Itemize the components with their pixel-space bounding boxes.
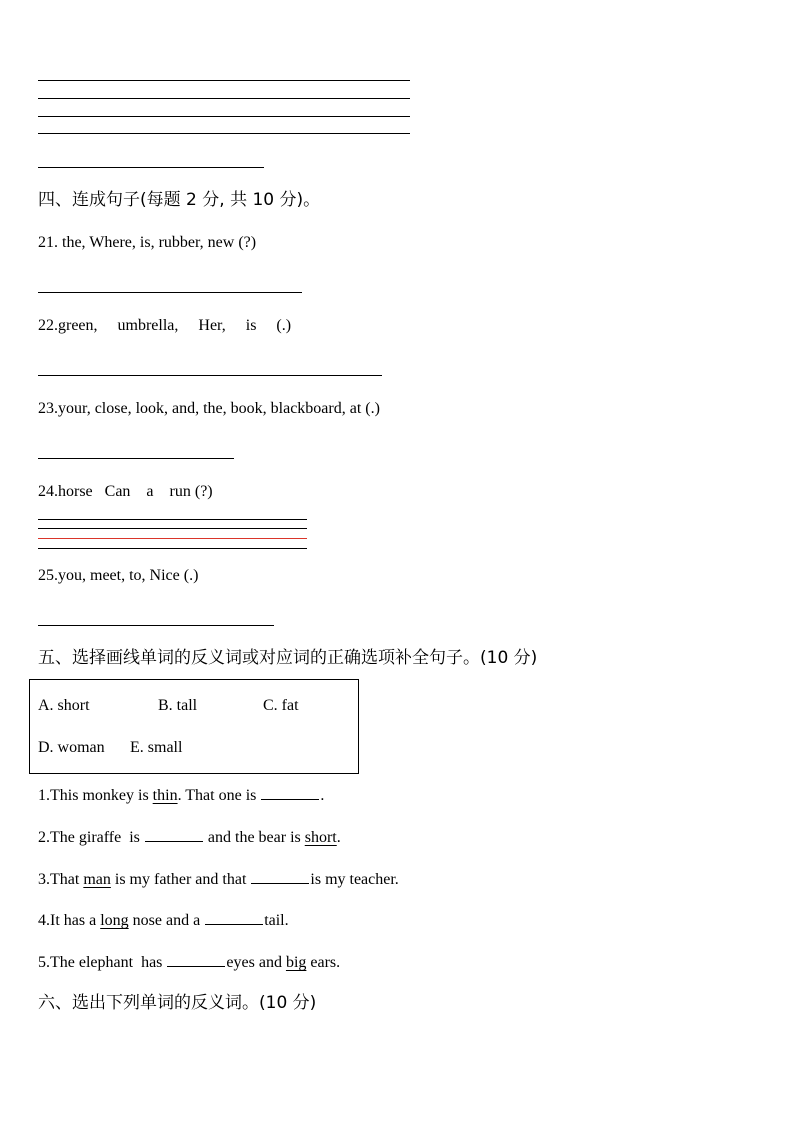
underlined-word: thin (152, 787, 178, 804)
sentence-4-end: tail. (264, 912, 289, 929)
underlined-word: big (285, 954, 307, 971)
question-25: 25.you, meet, to, Nice (.) (38, 567, 199, 584)
answer-line-23 (38, 458, 234, 459)
question-23: 23.your, close, look, and, the, book, blackboard, at (.) (38, 400, 380, 417)
sentence-5 (38, 952, 340, 973)
answer-line-24 (38, 519, 307, 520)
option-a: A. short (38, 697, 90, 714)
answer-line (38, 133, 410, 134)
option-b: B. tall (158, 697, 198, 714)
sentence-5-middle: eyes and (226, 954, 286, 971)
sentence-1-end: . (320, 787, 325, 804)
answer-line (38, 167, 264, 168)
sentence-1 (38, 785, 324, 806)
question-21: 21. the, Where, is, rubber, new (?) (38, 234, 257, 251)
sentence-4 (38, 910, 289, 931)
answer-line-21 (38, 292, 302, 293)
answer-line-24 (38, 528, 307, 529)
option-c: C. fat (263, 697, 299, 714)
section-5-heading: 五、选择画线单词的反义词或对应词的正确选项补全句子。(10 分) (38, 648, 538, 668)
sentence-3-middle: is my father and that (110, 871, 251, 888)
sentence-2-start: 2.The giraffe is (38, 829, 144, 846)
sentence-2-middle: and the bear is (203, 829, 305, 846)
sentence-3-end: is my teacher. (310, 871, 399, 888)
fill-blank[interactable] (205, 910, 263, 925)
fill-blank[interactable] (251, 869, 309, 884)
answer-line (38, 98, 410, 99)
fill-blank[interactable] (261, 785, 319, 800)
options-box (29, 679, 359, 774)
question-22: 22.green, umbrella, Her, is (.) (38, 317, 292, 334)
section-6-heading: 六、选出下列单词的反义词。(10 分) (38, 993, 317, 1013)
sentence-4-start: 4.It has a (38, 912, 101, 929)
answer-line-24 (38, 548, 307, 549)
underlined-word: long (100, 912, 129, 929)
sentence-2 (38, 827, 341, 848)
sentence-4-middle: nose and a (128, 912, 205, 929)
section-4-heading: 四、连成句子(每题 2 分, 共 10 分)。 (38, 190, 321, 210)
underlined-word: short (304, 829, 337, 846)
sentence-5-end: ears. (306, 954, 341, 971)
answer-line (38, 116, 410, 117)
sentence-5-start: 5.The elephant has (38, 954, 167, 971)
sentence-3 (38, 869, 399, 890)
answer-line-25 (38, 625, 274, 626)
answer-line (38, 80, 410, 81)
answer-line-22 (38, 375, 382, 376)
sentence-3-start: 3.That (38, 871, 84, 888)
option-e: E. small (130, 739, 183, 756)
option-d: D. woman (38, 739, 105, 756)
question-24: 24.horse Can a run (?) (38, 483, 213, 500)
sentence-1-start: 1.This monkey is (38, 787, 153, 804)
sentence-2-end: . (336, 829, 341, 846)
fill-blank[interactable] (145, 827, 203, 842)
sentence-1-middle: . That one is (177, 787, 261, 804)
fill-blank[interactable] (167, 952, 225, 967)
underlined-word: man (83, 871, 111, 888)
answer-line-24-red (38, 538, 307, 539)
